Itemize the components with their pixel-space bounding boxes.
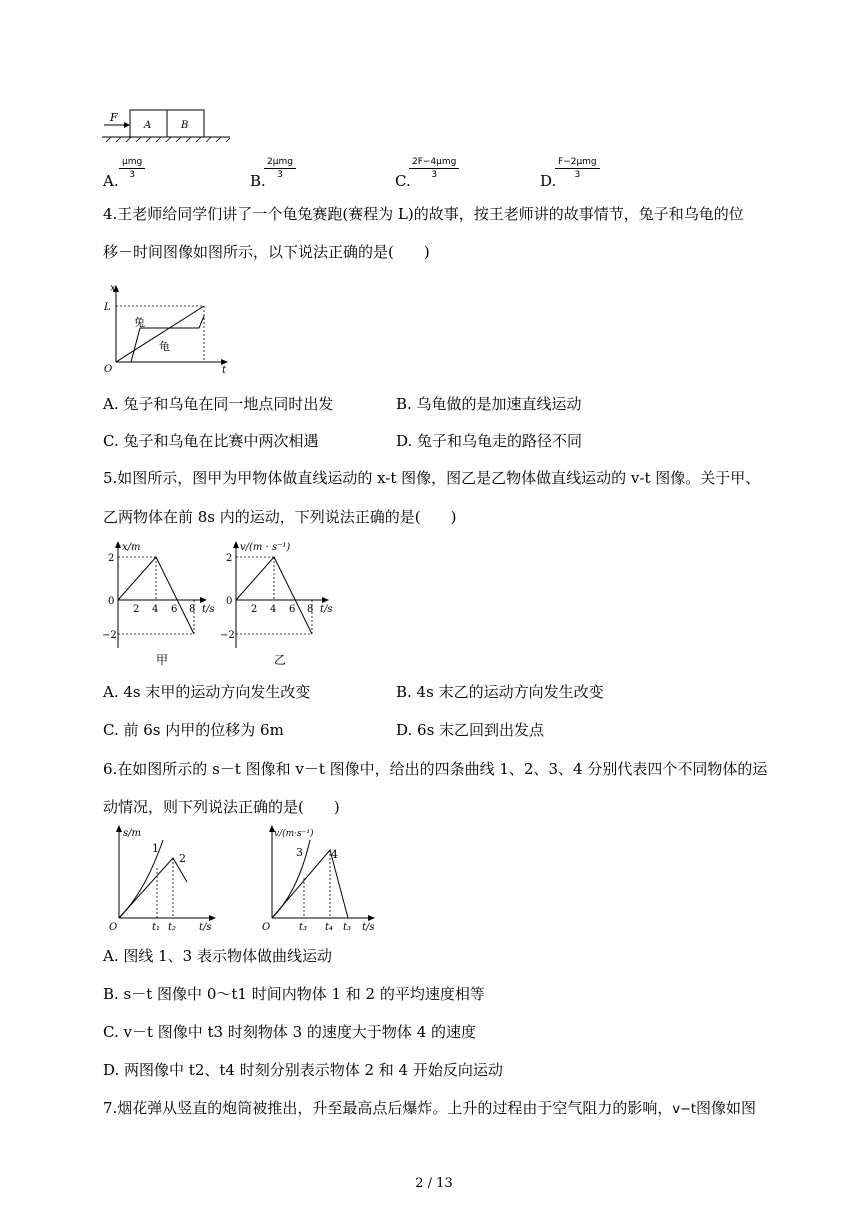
q6-st-graph xyxy=(105,822,230,934)
tick-label: t₄ xyxy=(325,922,334,933)
q4-xt-graph xyxy=(100,282,235,374)
q5-xt-graph xyxy=(100,538,220,670)
option-label: D. xyxy=(540,172,557,190)
q3-option-d-fraction xyxy=(555,157,600,180)
q3-option-a-fraction xyxy=(119,157,145,180)
x-axis-label: x xyxy=(110,283,116,294)
q5-option-d[interactable]: D. 6s 末乙回到出发点 xyxy=(396,721,545,739)
q7-stem-part-b: 图像如图 xyxy=(696,1099,757,1117)
q6-stem-line2: 动情况，则下列说法正确的是( ) xyxy=(103,798,340,816)
curve-2-label: 2 xyxy=(179,852,186,865)
option-label: C. xyxy=(395,172,411,190)
tick-label: 2 xyxy=(133,604,140,615)
tick-label: 4 xyxy=(152,604,159,615)
q6-vt-graph xyxy=(258,822,388,934)
l-label: L xyxy=(104,302,111,313)
q4-option-d[interactable]: D. 兔子和乌龟走的路径不同 xyxy=(396,432,583,450)
q7-stem-line1 xyxy=(103,1098,756,1120)
q4-option-a[interactable]: A. 兔子和乌龟在同一地点同时出发 xyxy=(103,395,334,413)
tick-label: 8 xyxy=(189,604,196,615)
curve-3-label: 3 xyxy=(296,846,303,859)
q6-option-c[interactable]: C. v－t 图像中 t3 时刻物体 3 的速度大于物体 4 的速度 xyxy=(103,1023,477,1041)
page-number: 2 / 13 xyxy=(415,1176,453,1191)
numerator: 2μmg xyxy=(264,157,296,169)
tick-label: 8 xyxy=(307,604,314,615)
q3-block-figure xyxy=(102,104,232,146)
q5-option-b[interactable]: B. 4s 末乙的运动方向发生改变 xyxy=(396,683,604,701)
block-b-label: B xyxy=(181,120,189,131)
numerator: 2F−4μmg xyxy=(409,157,459,169)
y-axis-label: x/m xyxy=(122,542,141,553)
option-label: A. xyxy=(103,172,119,190)
curve-4-label: 4 xyxy=(331,848,338,861)
y-axis-label: v/(m·s⁻¹) xyxy=(274,829,314,839)
q7-stem-vt: v−t xyxy=(672,1102,697,1117)
x-axis-label: t/s xyxy=(199,922,212,933)
tortoise-label: 龟 xyxy=(159,340,170,353)
option-label: B. xyxy=(250,172,266,190)
q4-stem-line2: 移－时间图像如图所示，以下说法正确的是( ) xyxy=(103,243,430,261)
tick-label: t₂ xyxy=(168,922,177,933)
x-axis-label: t/s xyxy=(320,604,333,615)
tick-label: 6 xyxy=(171,604,178,615)
q3-option-b-fraction xyxy=(264,157,296,180)
q6-option-d[interactable]: D. 两图像中 t2、t4 时刻分别表示物体 2 和 4 开始反向运动 xyxy=(103,1061,503,1079)
x-axis-label: t/s xyxy=(362,922,375,933)
tick-label: t₃ xyxy=(299,922,308,933)
curve-2 xyxy=(119,858,187,918)
q6-stem-line1: 6.在如图所示的 s－t 图像和 v－t 图像中，给出的四条曲线 1、2、3、4 分别代表四个不同物体的运 xyxy=(103,760,768,778)
v-t-line xyxy=(236,557,312,634)
t-axis-label: t xyxy=(222,365,227,374)
y-axis-label: v/(m · s⁻¹) xyxy=(240,542,291,553)
tick-label: −2 xyxy=(102,630,117,641)
tick-label: 0 xyxy=(226,596,233,607)
q3-option-c-fraction xyxy=(409,157,459,180)
q6-option-a[interactable]: A. 图线 1、3 表示物体做曲线运动 xyxy=(103,947,332,965)
numerator: μmg xyxy=(119,157,145,169)
q4-option-c[interactable]: C. 兔子和乌龟在比赛中两次相遇 xyxy=(103,432,319,450)
q5-stem-line1: 5.如图所示，图甲为甲物体做直线运动的 x-t 图像，图乙是乙物体做直线运动的 v-t 图像。关于甲、 xyxy=(103,469,761,487)
origin-label: O xyxy=(109,922,118,933)
tick-label: 0 xyxy=(108,596,115,607)
tick-label: 6 xyxy=(289,604,296,615)
tick-label: 2 xyxy=(251,604,258,615)
x-axis-label: t/s xyxy=(202,604,215,615)
q5-option-a[interactable]: A. 4s 末甲的运动方向发生改变 xyxy=(103,683,311,701)
x-t-line xyxy=(118,557,194,634)
q5-stem-line2: 乙两物体在前 8s 内的运动，下列说法正确的是( ) xyxy=(103,508,457,526)
q3-option-a[interactable] xyxy=(103,171,119,191)
rabbit-label: 兔 xyxy=(134,316,145,329)
tortoise-line xyxy=(116,306,204,362)
q4-option-b[interactable]: B. 乌龟做的是加速直线运动 xyxy=(396,395,582,413)
q4-stem-line1: 4.王老师给同学们讲了一个龟兔赛跑(赛程为 L)的故事，按王老师讲的故事情节，兔子和乌龟的位 xyxy=(103,205,744,223)
denominator: 3 xyxy=(277,170,283,180)
tick-label: 2 xyxy=(226,553,233,564)
curve-1-label: 1 xyxy=(152,842,159,855)
tick-label: 2 xyxy=(108,553,115,564)
tick-label: t₁ xyxy=(152,922,161,933)
denominator: 3 xyxy=(129,170,135,180)
figure-caption: 乙 xyxy=(274,653,287,667)
tick-label: 4 xyxy=(270,604,277,615)
y-axis-label: s/m xyxy=(123,828,141,839)
q3-option-d[interactable] xyxy=(540,171,556,191)
q7-stem-part-a: 7.烟花弹从竖直的炮筒被推出，升至最高点后爆炸。上升的过程由于空气阻力的影响， xyxy=(103,1099,673,1117)
denominator: 3 xyxy=(574,170,581,180)
block-a-label: A xyxy=(144,120,152,131)
tick-label: −2 xyxy=(220,630,235,641)
numerator: F−2μmg xyxy=(555,157,600,169)
q6-option-b[interactable]: B. s－t 图像中 0～t1 时间内物体 1 和 2 的平均速度相等 xyxy=(103,985,485,1003)
force-label: F xyxy=(110,111,118,124)
q5-option-c[interactable]: C. 前 6s 内甲的位移为 6m xyxy=(103,721,284,739)
figure-caption: 甲 xyxy=(156,653,169,667)
q5-vt-graph xyxy=(220,538,345,670)
denominator: 3 xyxy=(431,170,438,180)
origin-label: O xyxy=(262,922,271,933)
origin-label: O xyxy=(104,364,113,374)
tick-label: t₃ xyxy=(343,922,352,933)
